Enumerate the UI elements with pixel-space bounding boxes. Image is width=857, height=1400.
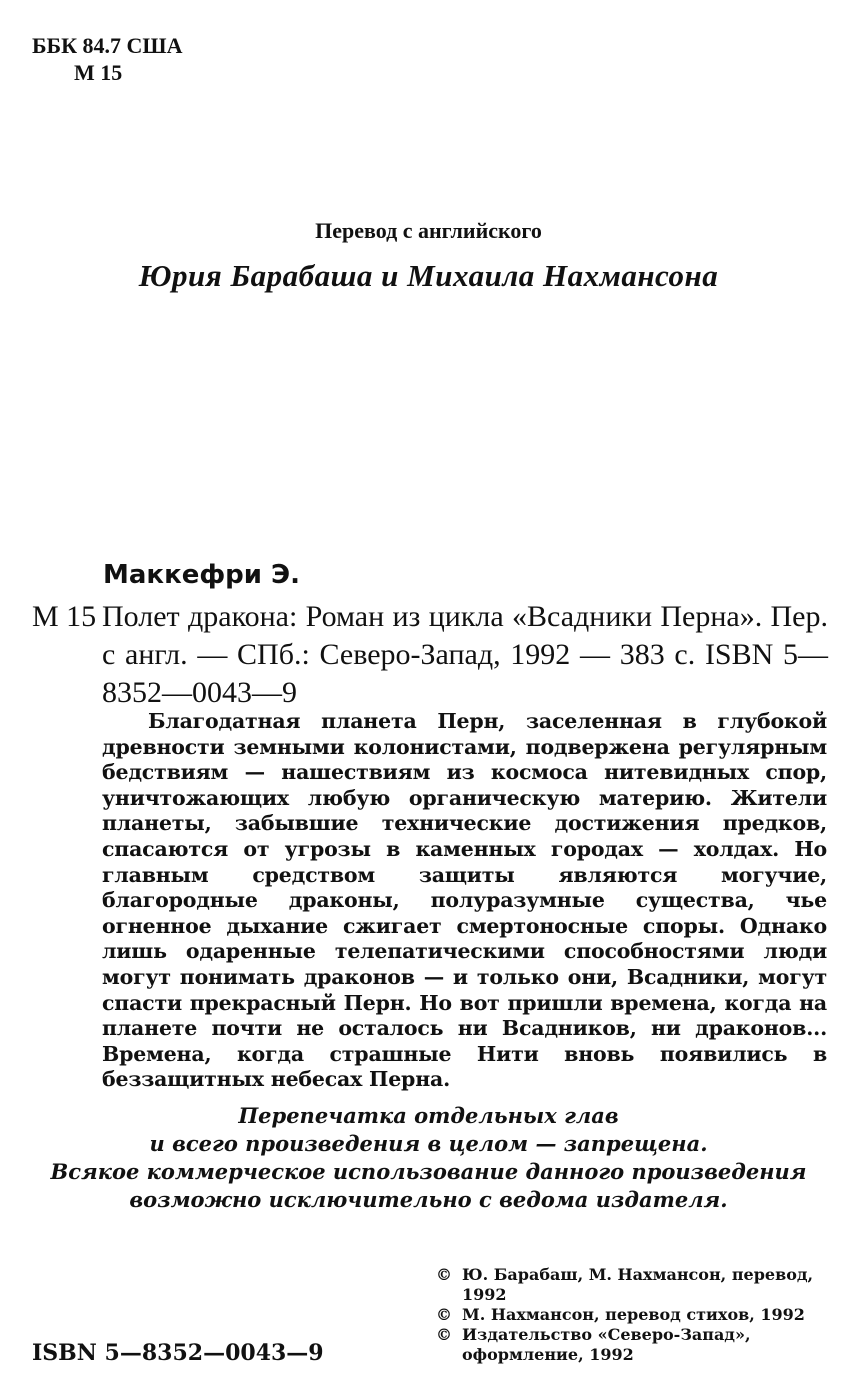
copyright-icon: ©	[436, 1305, 452, 1324]
catalog-entry	[32, 598, 828, 712]
copyright-icon: ©	[436, 1325, 452, 1344]
copyright-item	[436, 1305, 836, 1325]
notice-line-3: Всякое коммерческое использование данного произведения	[50, 1159, 807, 1184]
annotation-paragraph: Благодатная планета Перн, заселенная в глубокой древности земными колонистами, подвержена регулярным бедствиям — нашествиям из космоса нитевидных спор, уничтожающих любую органическую материю. Жители планеты, забывшие технические достижения предков, спасаются от угрозы в каменных городах — холдах. Но главным средством защиты являются могучие, благородные драконы, полуразумные существа, чье огненное дыхание сжигает смертоносные споры. Однако лишь одаренные телепатическими способностями люди могут понимать драконов — и только они, Всадники, могут спасти прекрасный Перн. Но вот пришли времена, когда на планете почти не осталось ни Всадников, ни драконов... Времена, когда страшные Нити вновь появились в беззащитных небесах Перна.	[102, 709, 827, 1092]
copyright-icon: ©	[436, 1265, 452, 1284]
reprint-notice	[0, 1102, 857, 1214]
entry-description: Полет дракона: Роман из цикла «Всадники Перна». Пер. с англ. — СПб.: Северо-Запад, 1992 — 383 с. ISBN 5—8352—0043—9	[102, 600, 828, 709]
translation-label: Перевод с английского	[315, 218, 542, 243]
catalog-codes	[32, 32, 182, 86]
bbk-code: ББК 84.7 США	[32, 33, 183, 58]
author-sign-code: М 15	[74, 60, 123, 85]
translators-names: Юрия Барабаша и Михаила Нахмансона	[138, 258, 719, 293]
copyright-item	[436, 1265, 836, 1305]
copyright-text: Издательство «Северо-Запад», оформление, 1992	[462, 1325, 751, 1364]
notice-line-1: Перепечатка отдельных глав	[238, 1103, 619, 1128]
copyright-list	[436, 1265, 836, 1365]
notice-line-4: возможно исключительно с ведома издателя.	[129, 1187, 728, 1212]
copyright-item	[436, 1325, 836, 1365]
entry-code: М 15	[32, 600, 97, 633]
isbn-number: ISBN 5—8352—0043—9	[32, 1340, 324, 1366]
copyright-text: Ю. Барабаш, М. Нахмансон, перевод, 1992	[462, 1265, 814, 1304]
notice-line-2: и всего произведения в целом — запрещена.	[149, 1131, 708, 1156]
copyright-text: М. Нахмансон, перевод стихов, 1992	[462, 1305, 805, 1324]
entry-author: Маккефри Э.	[103, 560, 300, 590]
